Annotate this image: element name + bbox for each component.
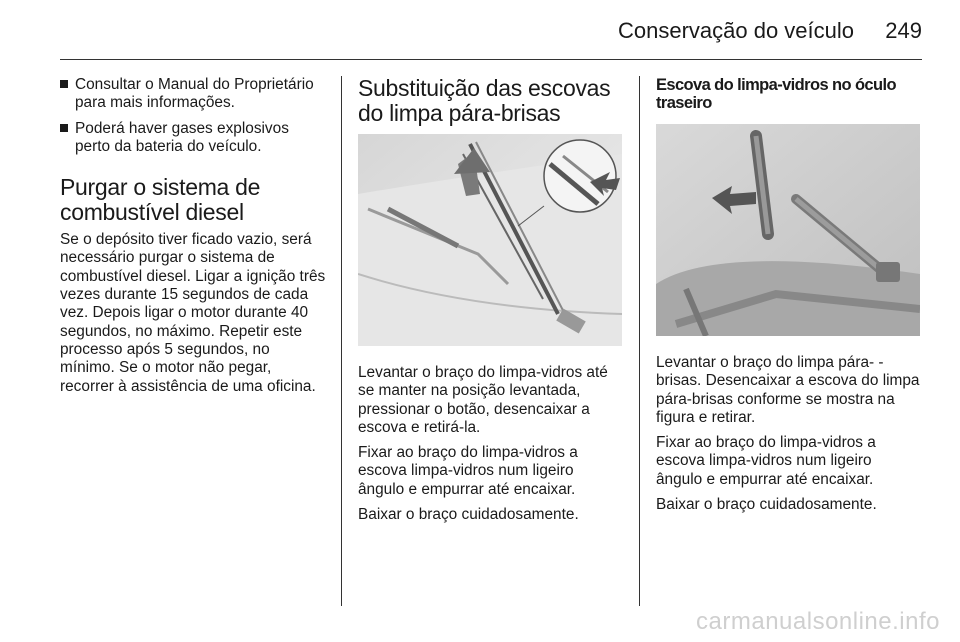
wiper-paragraph-3: Baixar o braço cuidadosamente. (358, 506, 579, 524)
front-wiper-illustration (358, 134, 622, 346)
rear-wiper-paragraph-1: Levantar o braço do limpa pára- -brisas. Desencaixar a escova do limpa pára-brisas conforme se mostra na figura e retirar. (656, 354, 920, 426)
rear-wiper-paragraph-3: Baixar o braço cuidadosamente. (656, 496, 877, 514)
wiper-paragraph-2: Fixar ao braço do limpa-vidros a escova limpa-vidros num ligeiro ângulo e empurrar até encaixar. (358, 444, 578, 498)
section-heading-wiper-replacement: Substituição das escovas do limpa pára-brisas (358, 75, 611, 126)
column-divider-2 (639, 76, 640, 606)
page-number: 249 (885, 18, 922, 43)
section-title: Conservação do veículo (617, 18, 854, 43)
column-2 (358, 76, 624, 531)
wiper-paragraph-1: Levantar o braço do limpa-vidros até se manter na posição levantada, pressionar o botão, desencaixar a escova e retirá-la. (358, 364, 608, 436)
rear-wiper-illustration (656, 124, 920, 336)
page-header (60, 18, 922, 56)
section-heading-diesel-purge: Purgar o sistema de combustível diesel (60, 174, 261, 226)
front-wiper-figure (358, 134, 622, 346)
bullet-list (60, 76, 328, 156)
column-1 (60, 76, 328, 403)
list-item: Poderá haver gases explosivos perto da bateria do veículo. (60, 120, 328, 157)
diesel-purge-paragraph: Se o depósito tiver ficado vazio, será necessário purgar o sistema de combustível diesel. Ligar a ignição três vezes durante 15 segundos de cada vez. Depois ligar o motor durante 40 segundos, no máximo. Repetir este processo após 5 segundos, no mínimo. Se o motor não pegar, recorrer à assistência de uma oficina. (60, 231, 326, 395)
rear-wiper-paragraph-2: Fixar ao braço do limpa-vidros a escova limpa-vidros num ligeiro ângulo e empurrar até encaixar. (656, 434, 876, 488)
rear-wiper-figure (656, 124, 920, 336)
square-bullet-icon (60, 124, 68, 132)
list-item: Consultar o Manual do Proprietário para mais informações. (60, 76, 328, 113)
watermark: carmanualsonline.info (696, 608, 940, 635)
square-bullet-icon (60, 80, 68, 88)
column-3 (656, 76, 922, 521)
section-heading-rear-wiper: Escova do limpa-vidros no óculo traseiro (656, 76, 896, 112)
header-rule (60, 59, 922, 60)
column-divider-1 (341, 76, 342, 606)
